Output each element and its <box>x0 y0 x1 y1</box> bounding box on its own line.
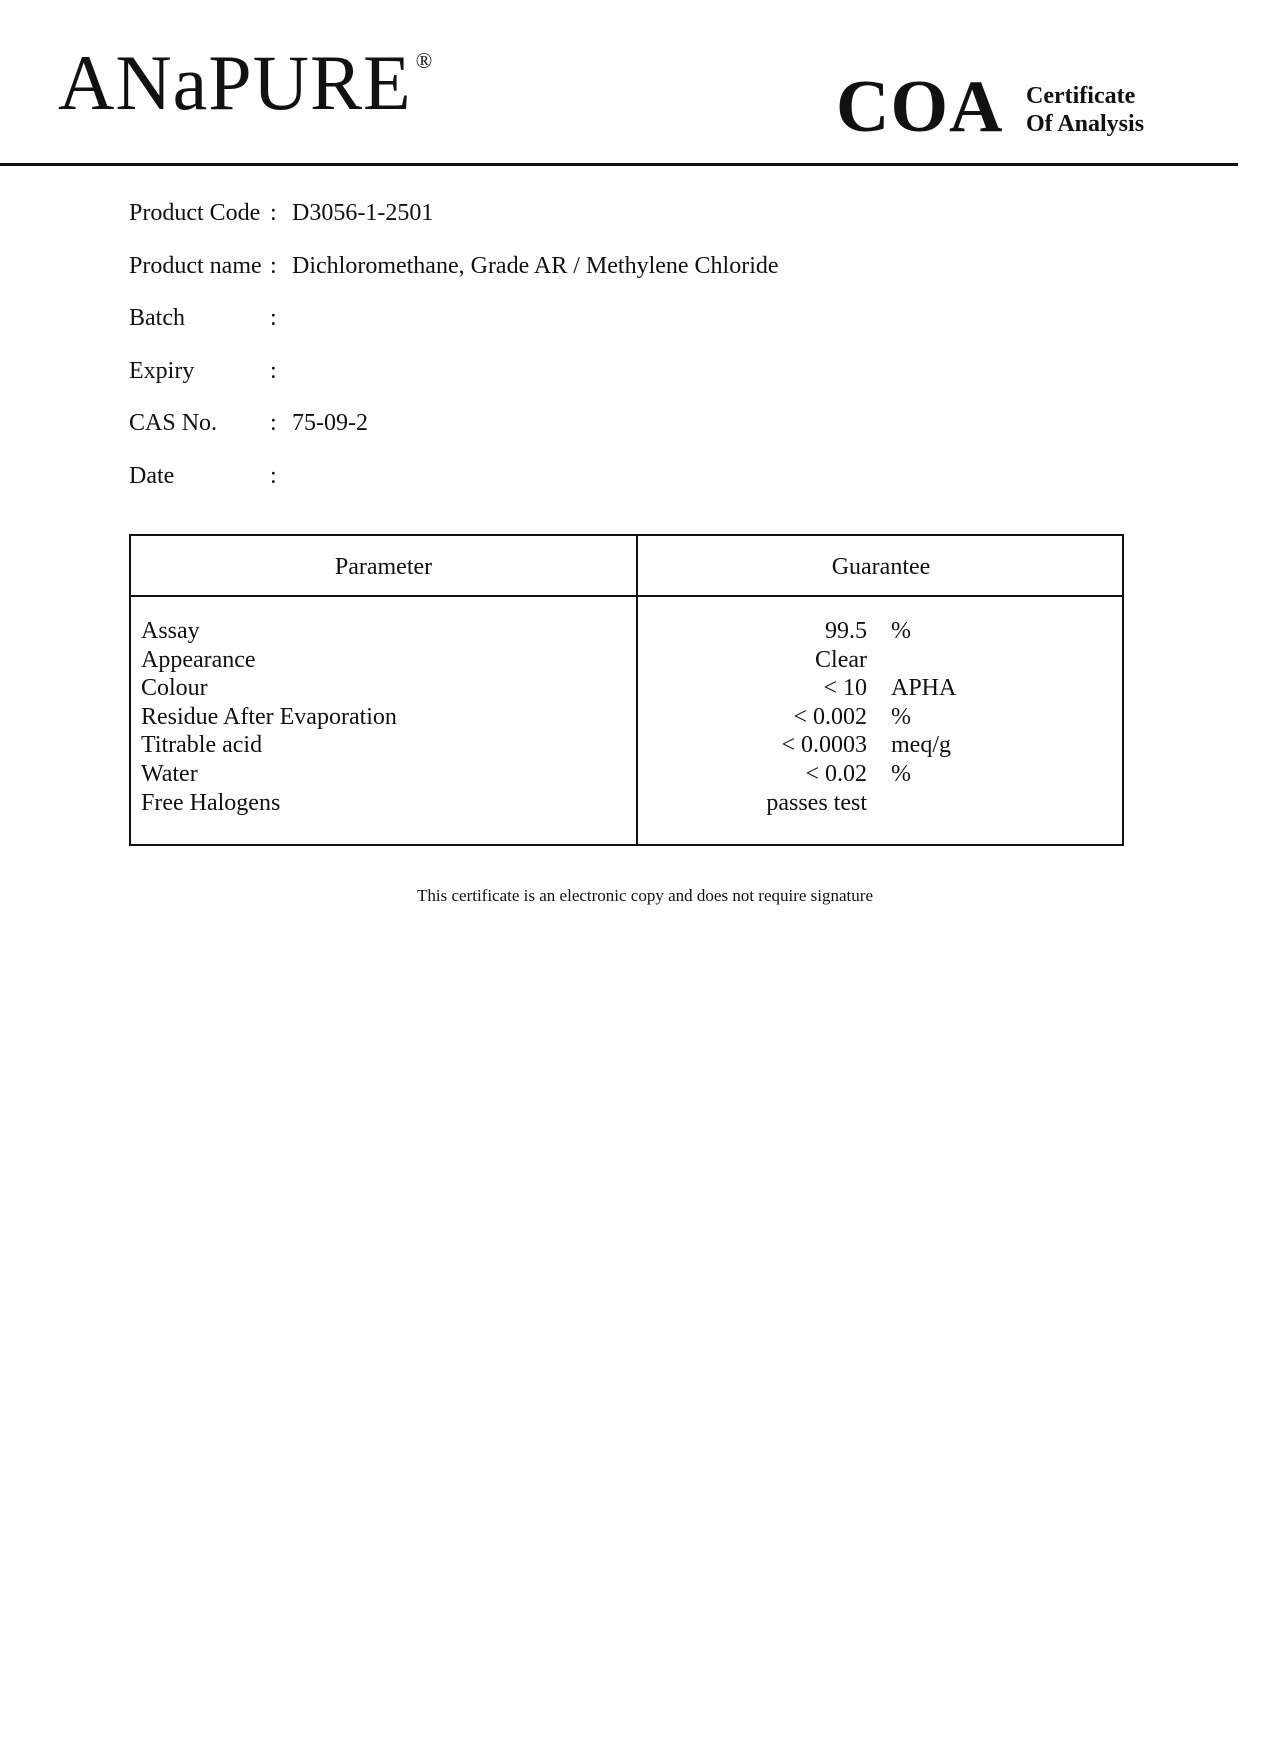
parameter-cell: Assay <box>141 618 200 644</box>
parameter-cell: Water <box>141 760 198 787</box>
coa-title-line-2: Of Analysis <box>1026 111 1145 137</box>
info-label: Product Code <box>129 200 261 226</box>
value-cell: < 0.002 <box>793 703 867 730</box>
table-row <box>131 790 1122 819</box>
value-cell: < 10 <box>823 675 867 702</box>
coa-title <box>1026 82 1144 138</box>
info-colon: : <box>270 305 277 331</box>
info-value: Dichloromethane, Grade AR / Methylene Chloride <box>292 252 779 279</box>
column-header-guarantee: Guarantee <box>831 554 931 580</box>
info-label: Product name <box>129 252 262 279</box>
table-body <box>131 618 1122 818</box>
parameter-cell: Residue After Evaporation <box>141 703 397 730</box>
table-row <box>131 675 1122 704</box>
parameter-cell: Appearance <box>141 646 256 673</box>
table-row <box>131 618 1122 647</box>
column-header-parameter: Parameter <box>334 554 433 580</box>
table-row <box>131 732 1122 761</box>
info-value: D3056-1-2501 <box>292 200 434 226</box>
value-cell: Clear <box>815 646 867 673</box>
info-colon: : <box>270 462 277 489</box>
info-colon: : <box>270 410 277 436</box>
parameter-cell: Colour <box>141 675 208 702</box>
unit-cell: meq/g <box>891 732 951 759</box>
parameter-cell: Free Halogens <box>141 789 281 816</box>
specification-table <box>129 534 1124 846</box>
unit-cell: APHA <box>891 675 957 702</box>
info-value: 75-09-2 <box>292 410 368 436</box>
header-row-divider <box>131 595 1122 597</box>
unit-cell: % <box>891 703 911 730</box>
value-cell: passes test <box>766 789 867 816</box>
coa-title-line-1: Certificate <box>1026 83 1136 109</box>
brand-name: ANaPURE <box>58 39 412 126</box>
value-cell: < 0.0003 <box>781 732 867 759</box>
value-cell: 99.5 <box>825 618 867 644</box>
header-divider <box>0 163 1238 166</box>
info-label: Expiry <box>129 357 195 384</box>
unit-cell: % <box>891 760 911 787</box>
table-row <box>131 647 1122 676</box>
info-label: Date <box>129 462 175 489</box>
footer-note: This certificate is an electronic copy and does not require signature <box>417 886 873 905</box>
info-colon: : <box>270 357 277 384</box>
table-row <box>131 704 1122 733</box>
registered-mark: ® <box>415 48 434 73</box>
info-label: CAS No. <box>129 410 218 436</box>
unit-cell: % <box>891 618 911 644</box>
info-colon: : <box>270 252 277 279</box>
value-cell: < 0.02 <box>805 760 867 787</box>
table-row <box>131 761 1122 790</box>
info-colon: : <box>270 200 277 226</box>
brand-logo <box>58 39 434 126</box>
parameter-cell: Titrable acid <box>141 732 263 759</box>
coa-code: COA <box>836 66 1004 148</box>
info-label: Batch <box>129 305 185 331</box>
